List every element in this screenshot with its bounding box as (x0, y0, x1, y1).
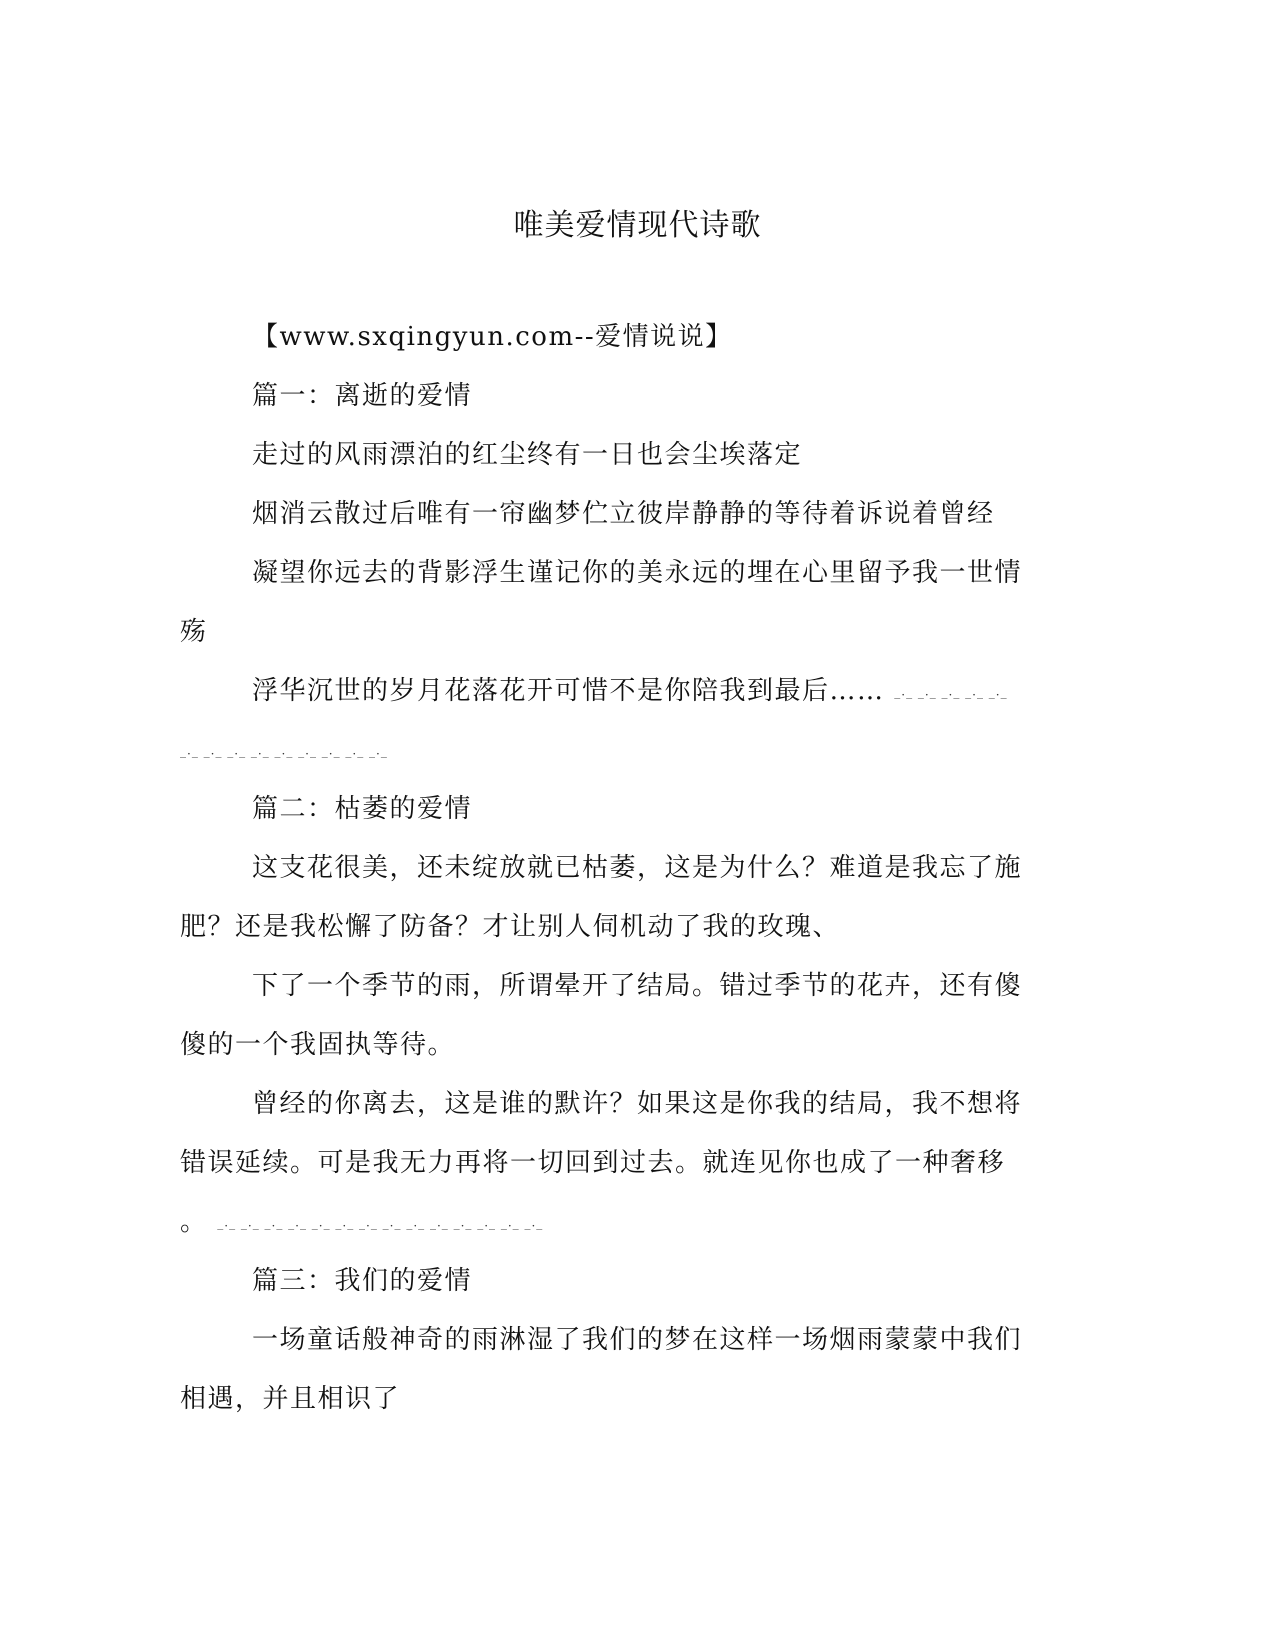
line-text: 一场童话般神奇的雨淋湿了我们的梦在这样一场烟雨蒙蒙中我们 (252, 1325, 1023, 1355)
text-line (180, 839, 1040, 898)
line-text: 烟消云散过后唯有一帘幽梦伫立彼岸静静的等待着诉说着曾经 (252, 499, 995, 529)
text-line (180, 1252, 1040, 1311)
line-text: 曾经的你离去，这是谁的默许？如果这是你我的结局，我不想将 (252, 1089, 1023, 1119)
line-text: 傻的一个我固执等待。 (180, 1030, 456, 1060)
line-text: 【www.sxqingyun.com--爱情说说】 (252, 322, 733, 352)
text-line (180, 1016, 1040, 1075)
line-text: 凝望你远去的背影浮生谨记你的美永远的埋在心里留予我一世情 (252, 558, 1023, 588)
text-line (180, 1193, 1040, 1252)
line-text: 肥？还是我松懈了防备？才让别人伺机动了我的玫瑰、 (180, 912, 841, 942)
document-body (180, 308, 1040, 1429)
dash-separator: _._ _._ _._ _._ _._ (894, 684, 1008, 699)
line-text: 篇三：我们的爱情 (252, 1266, 473, 1296)
text-line (180, 367, 1040, 426)
text-line (180, 308, 1040, 367)
text-line (180, 1370, 1040, 1429)
text-line (180, 1075, 1040, 1134)
line-text: 殇 (180, 617, 208, 647)
text-line (180, 957, 1040, 1016)
text-line (180, 721, 1040, 780)
text-line (180, 780, 1040, 839)
line-text: 相遇，并且相识了 (180, 1384, 401, 1414)
line-text: 这支花很美，还未绽放就已枯萎，这是为什么？难道是我忘了施 (252, 853, 1023, 883)
dash-separator: _._ _._ _._ _._ _._ _._ _._ _._ _._ _._ _._ _._ _._ _._ (217, 1215, 544, 1230)
text-line (180, 544, 1040, 603)
text-line (180, 898, 1040, 957)
text-line (180, 662, 1040, 721)
line-text: 篇一：离逝的爱情 (252, 381, 473, 411)
text-line (180, 603, 1040, 662)
line-text: 。 (180, 1207, 208, 1237)
text-line (180, 1134, 1040, 1193)
text-line (180, 426, 1040, 485)
text-line (180, 485, 1040, 544)
document-title: 唯美爱情现代诗歌 (513, 208, 762, 243)
line-text: 错误延续。可是我无力再将一切回到过去。就连见你也成了一种奢移 (180, 1148, 1006, 1178)
line-text: 篇二：枯萎的爱情 (252, 794, 473, 824)
dash-separator: _._ _._ _._ _._ _._ _._ _._ _._ _._ (180, 743, 388, 758)
line-text: 走过的风雨漂泊的红尘终有一日也会尘埃落定 (252, 440, 803, 470)
line-text: 浮华沉世的岁月花落花开可惜不是你陪我到最后…… (252, 676, 885, 706)
line-text: 下了一个季节的雨，所谓晕开了结局。错过季节的花卉，还有傻 (252, 971, 1023, 1001)
text-line (180, 1311, 1040, 1370)
